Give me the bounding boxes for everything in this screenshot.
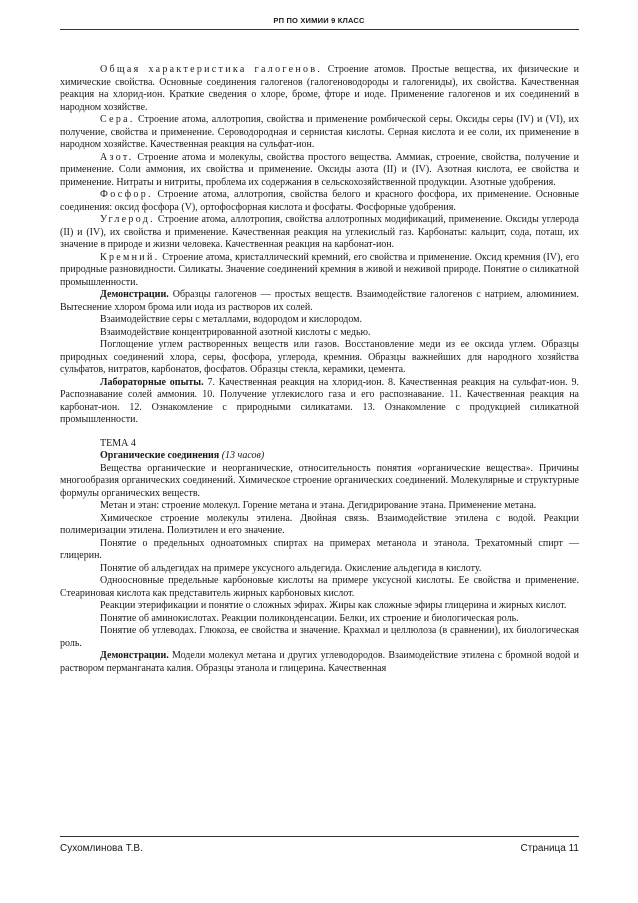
paragraph-ethylene bbox=[60, 513, 579, 538]
topic-title: Органические соединения bbox=[100, 450, 220, 461]
paragraph-text: Строение атома, аллотропия, свойства аллотропных модификаций, применение. Оксиды углерода (II) и (IV), их свойства и применение. Качественная реакция на углекислый газ. Карбонаты: кальцит, сода, поташ, их значение в природе и жизни человека. Качественная реакция на карбонат-ион. bbox=[60, 214, 579, 250]
paragraph-lead: Демонстрации. bbox=[100, 650, 169, 661]
paragraph-text: Модели молекул метана и других углеводородов. Взаимодействие этилена с бромной водой и раствором перманганата калия. Образцы этанола и глицерина. Качественная bbox=[60, 650, 579, 674]
page-footer bbox=[60, 843, 579, 854]
paragraph-text: Строение атома, кристаллический кремний, его свойства и применение. Оксид кремния (IV), его природные разновидности. Силикаты. Значение соединений кремния в живой и неживой природе. Понятие о силикатной промышленности. bbox=[60, 251, 579, 288]
paragraph-text: Понятие о предельных одноатомных спиртах на примерах метанола и этанола. Трехатомный спирт — глицерин. bbox=[60, 537, 579, 561]
paragraph-demo-sulfur bbox=[60, 314, 579, 327]
paragraph-text: Реакции этерификации и понятие о сложных эфирах. Жиры как сложные эфиры глицерина и жирных кислот. bbox=[100, 600, 567, 611]
paragraph-text: Строение атома, аллотропия, свойства белого и красного фосфора, их применение. Основные соединения: оксид фосфора (V), ортофосфорная кислота и фосфаты. Фосфорные удобрения. bbox=[60, 189, 579, 213]
paragraph-lead: Демонстрации. bbox=[100, 289, 169, 300]
paragraph-lab-experiments bbox=[60, 377, 579, 427]
paragraph-organic-demonstrations bbox=[60, 650, 579, 675]
footer-author: Сухомлинова Т.В. bbox=[60, 843, 143, 854]
paragraph-text: Понятие об углеводах. Глюкоза, ее свойства и значение. Крахмал и целлюлоза (в сравнении), их биологическая роль. bbox=[60, 625, 579, 649]
paragraph-demonstrations bbox=[60, 289, 579, 314]
paragraph-text: Взаимодействие концентрированной азотной кислоты с медью. bbox=[100, 326, 371, 338]
paragraph-carbohydrates bbox=[60, 625, 579, 650]
topic-label: ТЕМА 4 bbox=[100, 437, 136, 449]
paragraph-lead: Сера. bbox=[100, 114, 135, 125]
paragraph-text: Взаимодействие серы с металлами, водородом и кислородом. bbox=[100, 314, 363, 325]
paragraph-text: Строение атома и молекулы, свойства простого вещества. Аммиак, строение, свойства, получение и применение. Соли аммония, их свойства и применение. Оксиды азота (II) и (IV). Азотная кислота, ее свойства и применение. Нитраты и нитриты, проблема их содержания в сельскохозяйственной продукции. Азотные удобрения. bbox=[60, 151, 579, 188]
paragraph-lead: Лабораторные опыты. bbox=[100, 376, 204, 388]
paragraph-text: Одноосновные предельные карбоновые кислоты на примере уксусной кислоты. Ее свойства и применение. Стеариновая кислота как представитель жирных карбоновых кислот. bbox=[60, 575, 579, 599]
paragraph-lead: Кремний. bbox=[100, 251, 160, 263]
footer-rule bbox=[60, 836, 579, 837]
paragraph-phosphorus bbox=[60, 189, 579, 214]
paragraph-text: Строение атома, аллотропия, свойства и применение ромбической серы. Оксиды серы (IV) и (VI), их получение, свойства и применение. Сероводородная и сернистая кислоты. Серная кислота и ее соли, их применение в народном хозяйстве. Качественная реакция на сульфат-ион. bbox=[60, 114, 579, 150]
paragraph-carboxylic-acids bbox=[60, 575, 579, 600]
topic-hours: (13 часов) bbox=[221, 450, 265, 461]
paragraph-text: 7. Качественная реакция на хлорид-ион. 8. Качественная реакция на сульфат-ион. 9. Распознавание солей аммония. 10. Получение углекислого газа и его распознавание. 11. Качественная реакция на карбонат-ион. 12. Ознакомление с природными силикатами. 13. Ознакомление с продукцией силикатной промышленности. bbox=[60, 376, 580, 425]
page-header: РП ПО ХИМИИ 9 КЛАСС bbox=[273, 16, 365, 25]
paragraph-organic-intro bbox=[60, 463, 579, 501]
paragraph-nitrogen bbox=[60, 152, 579, 190]
paragraph-text: Вещества органические и неорганические, относительность понятия «органические вещества». Причины многообразия органических соединений. Химическое строение органических соединений. Молекулярные и структурные формулы органических веществ. bbox=[60, 462, 579, 499]
paragraph-sulfur bbox=[60, 114, 579, 152]
paragraph-demo-nitric bbox=[60, 327, 579, 340]
paragraph-lead: Азот. bbox=[100, 151, 134, 163]
paragraph-text: Строение атомов. Простые вещества, их физические и химические свойства. Основные соединения галогенов (галогеноводороды и галогениды), их свойства. Качественная реакция на хлорид-ион. Краткие сведения о хлоре, броме, фторе и иоде. Применение галогенов и их соединений в народном хозяйстве. bbox=[60, 64, 579, 113]
footer-page-number: Страница 11 bbox=[520, 843, 579, 854]
paragraph-methane bbox=[60, 500, 579, 513]
paragraph-text: Понятие об аминокислотах. Реакции поликонденсации. Белки, их строение и биологическая роль. bbox=[100, 612, 519, 624]
paragraph-amino-acids bbox=[60, 613, 579, 626]
paragraph-text: Химическое строение молекулы этилена. Двойная связь. Взаимодействие этилена с водой. Реакции полимеризации этилена. Полиэтилен и его значение. bbox=[60, 512, 579, 536]
paragraph-esters bbox=[60, 600, 579, 613]
paragraph-halogens bbox=[60, 64, 579, 114]
paragraph-lead: Углерод. bbox=[100, 214, 155, 225]
paragraph-demo-absorption bbox=[60, 339, 579, 377]
paragraph-text: Понятие об альдегидах на примере уксусного альдегида. Окисление альдегида в кислоту. bbox=[100, 562, 482, 574]
paragraph-text: Метан и этан: строение молекул. Горение метана и этана. Дегидрирование этана. Применение метана. bbox=[100, 500, 537, 511]
paragraph-text: Образцы галогенов — простых веществ. Взаимодействие галогенов с натрием, алюминием. Вытеснение хлором брома или иода из растворов их солей. bbox=[60, 289, 579, 313]
document-body bbox=[60, 64, 579, 675]
paragraph-alcohols bbox=[60, 538, 579, 563]
topic-heading bbox=[60, 450, 579, 463]
paragraph-lead: Общая характеристика галогенов. bbox=[100, 64, 323, 75]
paragraph-text: Поглощение углем растворенных веществ или газов. Восстановление меди из ее оксида углем. Образцы природных соединений хлора, серы, фосфора, углерода, кремния. Образцы важнейших для народного хозяйства сульфатов, нитратов, карбонатов, фосфатов. Образцы стекла, керамики, цемента. bbox=[60, 339, 579, 375]
paragraph-carbon bbox=[60, 214, 579, 252]
paragraph-silicon bbox=[60, 252, 579, 290]
paragraph-aldehydes bbox=[60, 563, 579, 576]
paragraph-lead: Фосфор. bbox=[100, 189, 153, 200]
header-rule bbox=[60, 29, 579, 30]
